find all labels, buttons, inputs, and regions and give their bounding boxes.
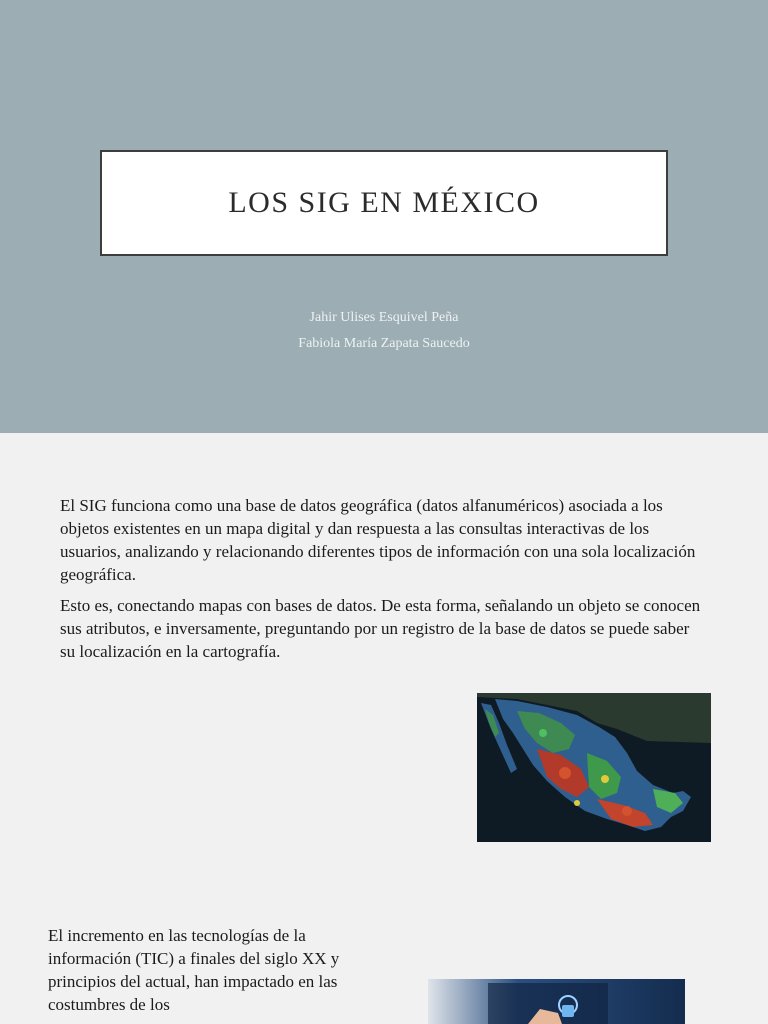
- author-name: Jahir Ulises Esquivel Peña: [309, 310, 459, 325]
- content-slide-sig-definition: [0, 433, 768, 880]
- technology-photo-illustration: [428, 979, 685, 1024]
- paragraph: El incremento en las tecnologías de la información (TIC) a finales del siglo XX y principios del actual, han impactado en las costumbres de los: [48, 926, 340, 1014]
- slide-title: LOS SIG EN MÉXICO: [228, 186, 540, 219]
- author-name: Fabiola María Zapata Saucedo: [298, 336, 470, 351]
- title-slide: [0, 0, 768, 433]
- title-box: [100, 150, 668, 256]
- mexico-map-image: [477, 693, 711, 842]
- paragraph: El SIG funciona como una base de datos geográfica (datos alfanuméricos) asociada a los objetos existentes en un mapa digital y dan respuesta a las consultas interactivas de los usuarios, analizando y relacionando diferentes tipos de información con una sola localización geográfica.: [60, 496, 696, 584]
- author-list: [0, 305, 768, 357]
- technology-hand-photo: [428, 979, 685, 1024]
- content-slide-tic: [0, 880, 768, 1024]
- paragraph: Esto es, conectando mapas con bases de datos. De esta forma, señalando un objeto se conocen sus atributos, e inversamente, preguntando por un registro de la base de datos se puede saber su localización en la cartografía.: [60, 596, 701, 661]
- mexico-map-illustration: [477, 693, 711, 842]
